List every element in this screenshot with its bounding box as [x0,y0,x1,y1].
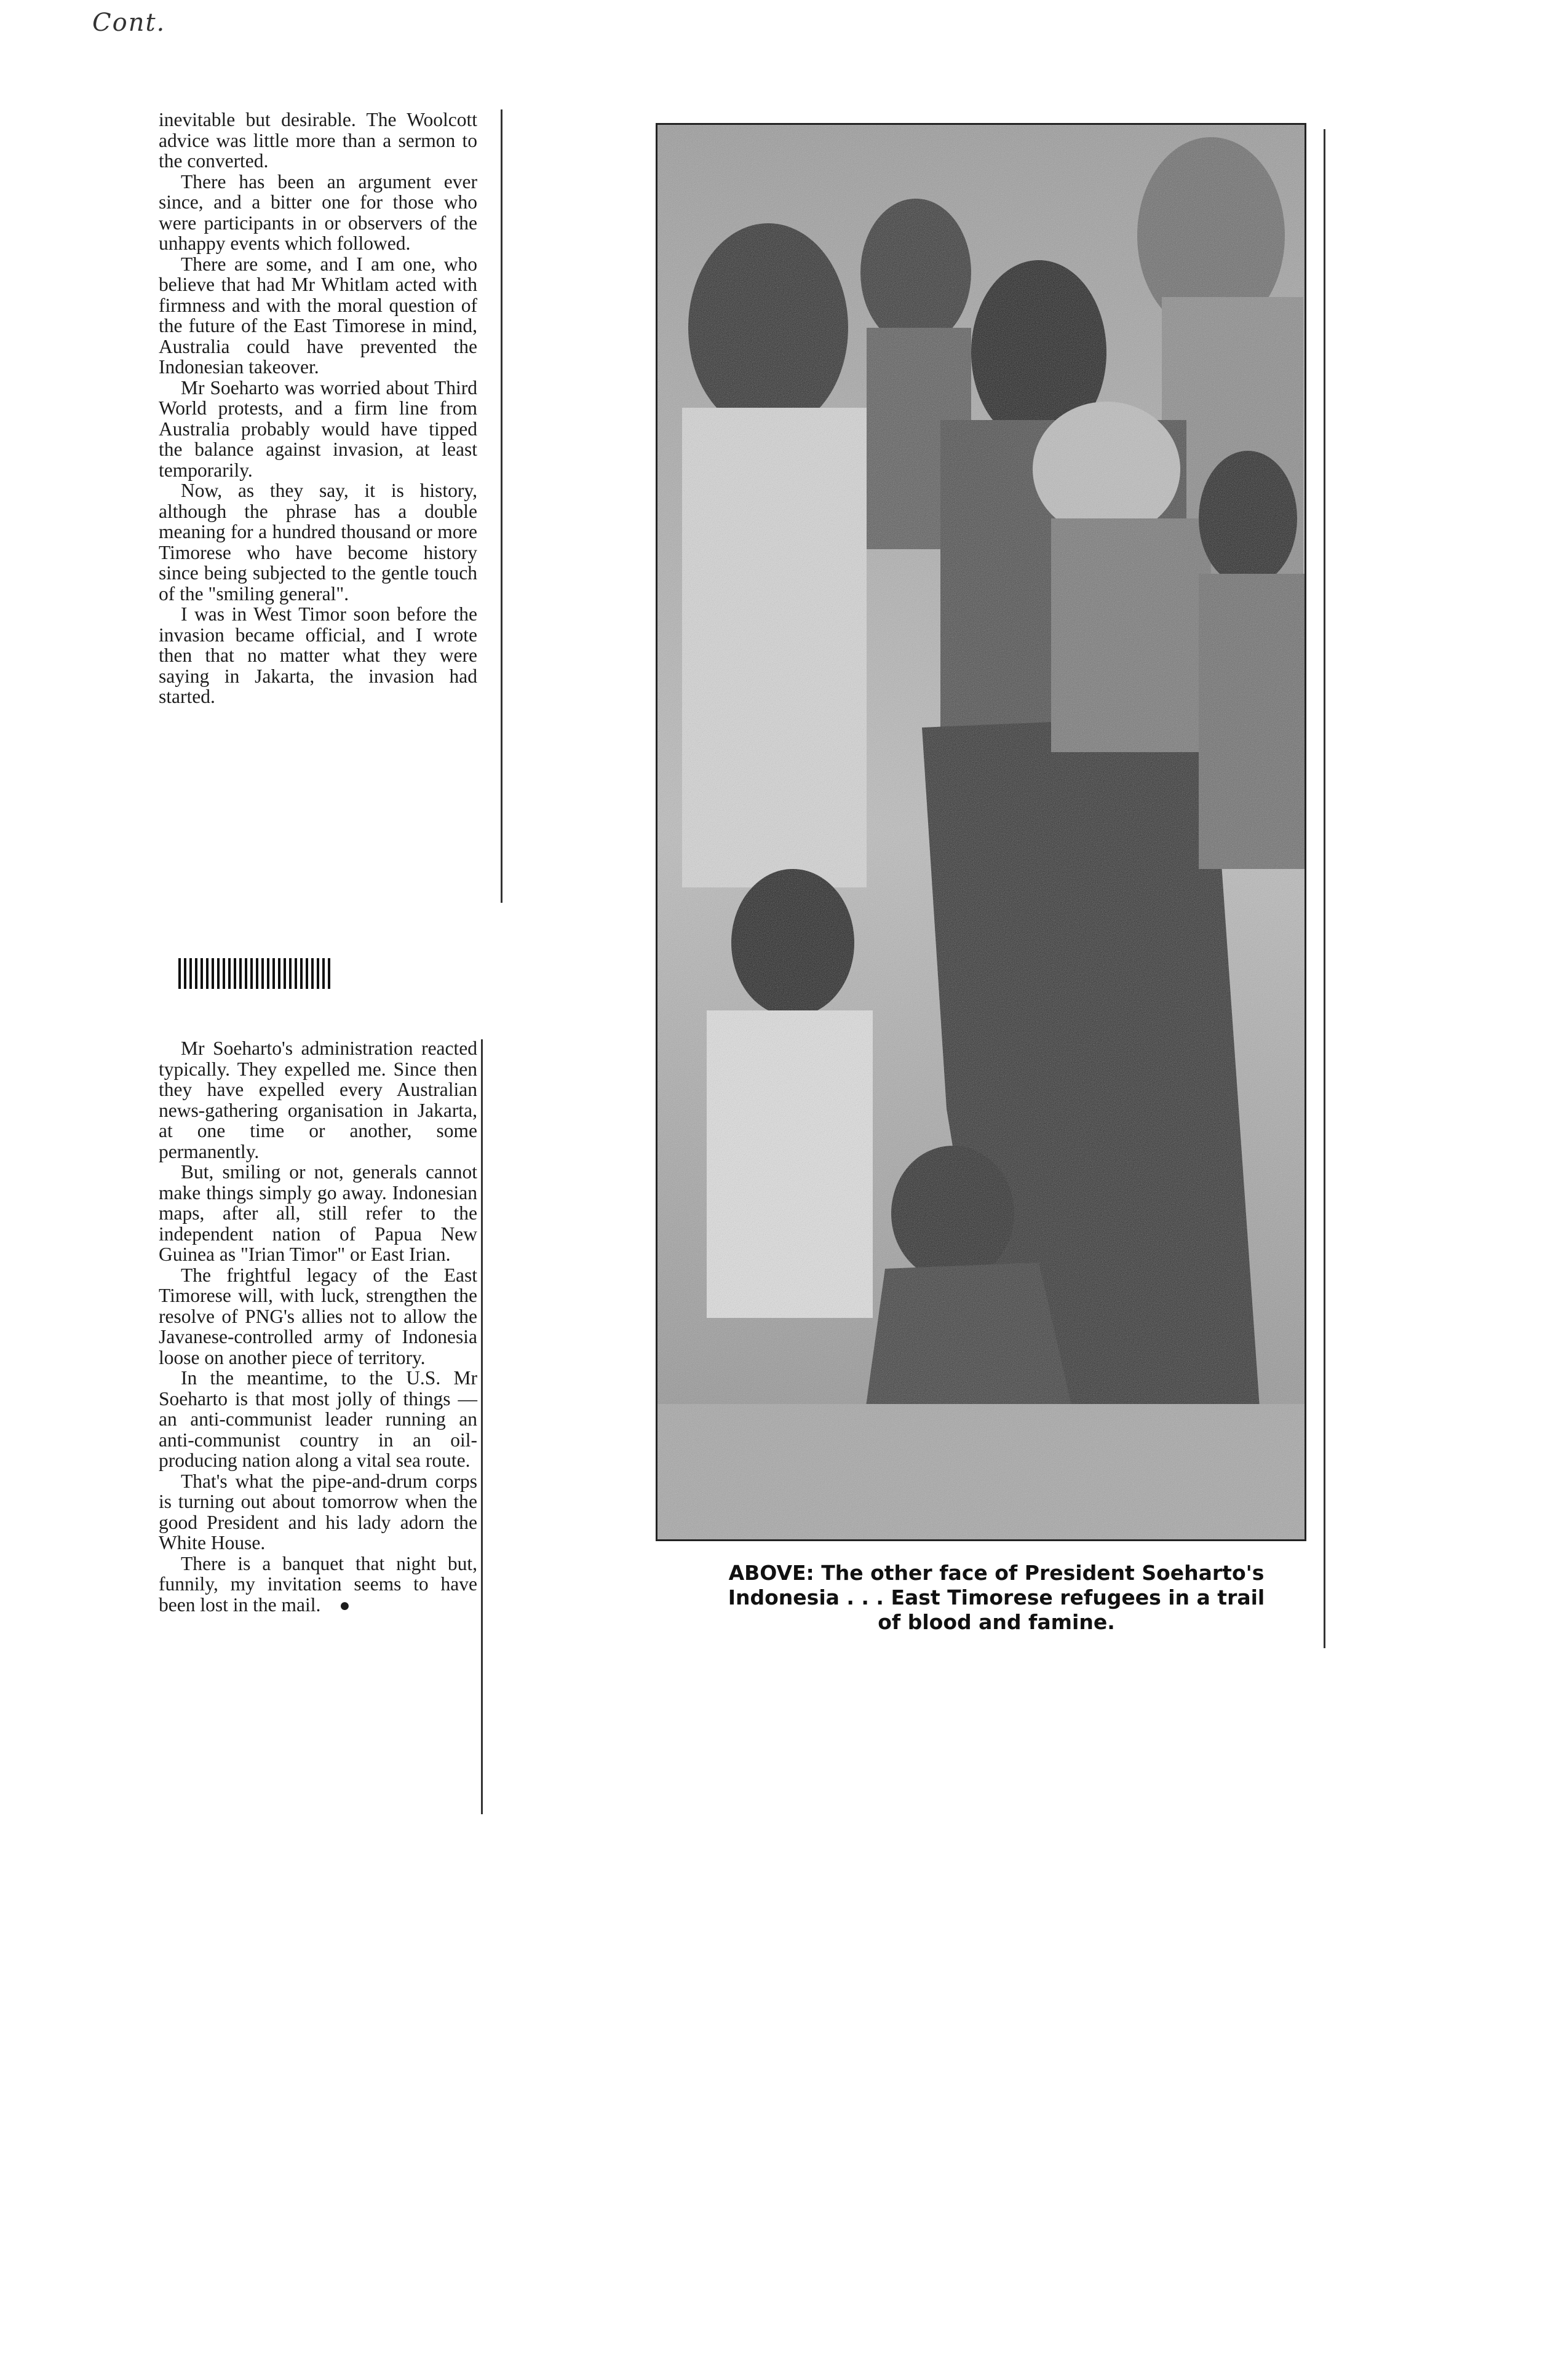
caption-line: of blood and famine. [878,1610,1115,1634]
article-paragraph: Mr Soeharto's administration reacted typically. They expelled me. Since then they have expelled every Australian news-gathering organisation in Jakarta, at one time or another, some permanently. [159,1037,477,1162]
article-paragraph-text: There is a banquet that night but, funnily, my invitation seems to have been lost in the mail. [159,1552,477,1616]
article-paragraph: There are some, and I am one, who believe that had Mr Whitlam acted with firmness and with the moral question of the future of the East Timorese in mind, Australia could have prevented the Indonesian takeover. [159,253,477,378]
photo-column-rule [1324,129,1325,1648]
column-rule [481,1039,483,1814]
article-paragraph: Mr Soeharto was worried about Third World protests, and a firm line from Australia probably would have tipped the balance against invasion, at least temporarily. [159,376,477,481]
article-column-bottom [159,1038,477,1616]
column-rule [501,109,502,903]
header-note: Cont. [92,9,166,37]
news-photo [656,123,1306,1541]
article-paragraph: inevitable but desirable. The Woolcott advice was little more than a sermon to the converted. [159,109,477,172]
article-paragraph: But, smiling or not, generals cannot make things simply go away. Indonesian maps, after all, still refer to the independent nation of Papua New Guinea as "Irian Timor" or East Irian. [159,1161,477,1265]
caption-line: ABOVE: The other face of President Soeharto's [728,1561,1265,1585]
article-paragraph: In the meantime, to the U.S. Mr Soeharto is that most jolly of things — an anti-communist leader running an anti-communist country in an oil-producing nation along a vital sea route. [159,1367,477,1471]
article-paragraph: I was in West Timor soon before the invasion became official, and I wrote then that no matter what they were saying in Jakarta, the invasion had started. [159,603,477,707]
article-paragraph: There has been an argument ever since, and a bitter one for those who were participants in or observers of the unhappy events which followed. [159,170,477,254]
caption-line: Indonesia . . . East Timorese refugees in a trail [728,1585,1265,1609]
news-photo-refugees-icon [657,125,1305,1539]
article-paragraph: The frightful legacy of the East Timorese will, with luck, strengthen the resolve of PNG's allies not to allow the Javanese-controlled army of Indonesia loose on another piece of territory. [159,1264,477,1368]
end-mark: ● [339,1595,351,1616]
article-paragraph [159,1553,477,1616]
article-paragraph: Now, as they say, it is history, although the phrase has a double meaning for a hundred thousand or more Timorese who have become history since being subjected to the gentle touch of the "smiling general". [159,480,477,605]
section-separator [178,958,332,989]
photo-caption [689,1561,1304,1635]
article-column-top [159,109,477,707]
article-paragraph: That's what the pipe-and-drum corps is turning out about tomorrow when the good President and his lady adorn the White House. [159,1470,477,1553]
